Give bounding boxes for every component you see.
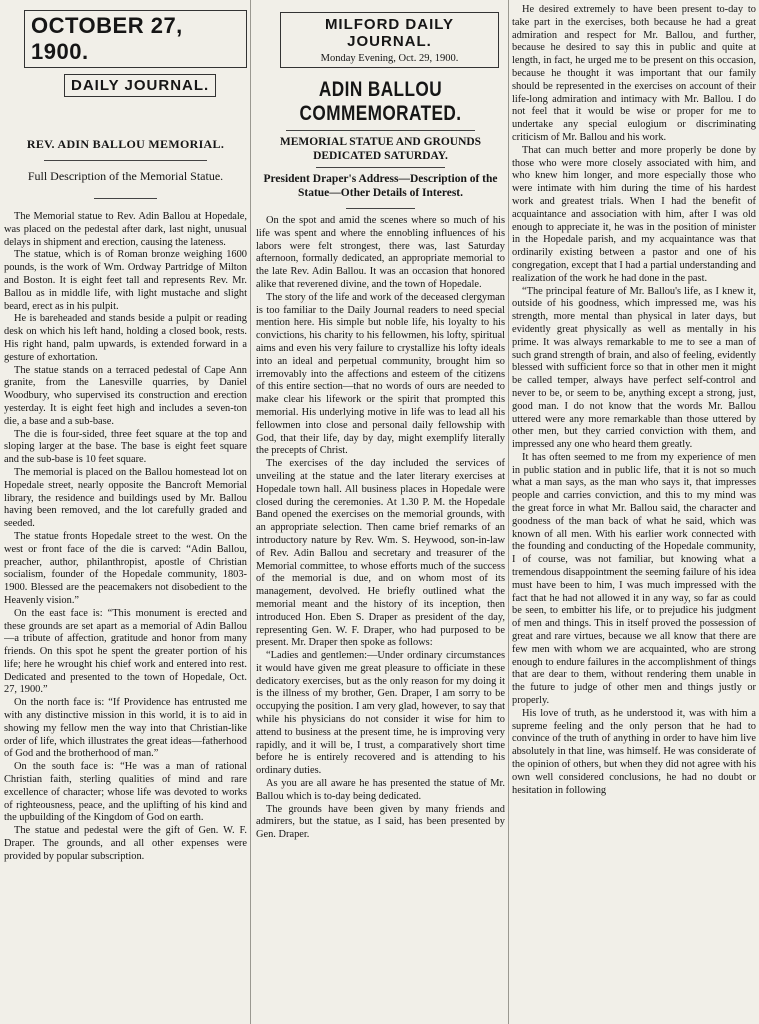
article1-paragraph: On the east face is: “This monument is erected and these grounds are set apart as a memorial of Adin Ballou—a tribute of affection, gratitude and honor from many friends. On this spot he spent the greater portion of his life; here he wrought his chief work and entered into rest. Dedicated and presented to the town of Hopedale, Oct. 27, 1900.” [4,607,247,696]
article2-rule-deck [346,208,415,209]
article2-paragraph: The exercises of the day included the services of unveiling at the statue and the later literary exercises at Hopedale town hall. All business places in Hopedale were closed during the ceremonies. At 1.30 P. M. the Hopedale Band opened the exercises on the memorial grounds, with an appropriate selection. Then came brief remarks of an introductory nature by Rev. Wm. S. Heywood, son-in-law of Rev. Adin Ballou and secretary and treasurer of the Memorial committee, to whose efforts much of the success of the memorial is due, and on whom most of its management, devolved. He briefly outlined what the memorial meant and the history of its inception, then introduced Hon. Eben S. Draper as president of the day, representing Gen. W. F. Draper, who had purposed to be present. Mr. Draper then spoke as follows: [256,458,505,649]
article2-paragraph: On the spot and amid the scenes where so much of his life was spent and where the ennobling influences of his labors were felt strongest, there was, last Saturday afternoon, formally dedicated, an appropriate memorial to the late Rev. Adin Ballou. It was an occasion that honored alike that reverened divine, and the town of Hopedale. [256,215,505,290]
article2-paragraph: The story of the life and work of the deceased clergyman is too familiar to the Daily Journal readers to need special mention here. His simple but noble life, his loyalty to his convictions, his charity to his fellowmen, his lofty, spiritual aims and even his very failure to crystallize his lofty ideals into an ideal and perpetual community, brought him so irremovably into the affections and esteem of the citizens of this entire section—that no words of ours are needed to make clear his lifework or the spirit that prompted this memorial. His underlying motive in life was to lead all his fellowmen into close and personal daily fellowship with God, that their life, day by day, might exemplify literally the precepts of Christ. [256,291,505,457]
article2-continuation-paragraph: He desired extremely to have been present to-day to take part in the exercises, both because he had a great admiration and respect for Mr. Ballou, and further, because he desired to say this in public and quite at length, in fact, he urged me to be present on this occasion, because he thought it was important that our family should be represented in the exercises on account of their life-long admiration and intimacy with Mr. Ballou. I do not feel that it would be wise or proper for me to undertake any special eulogium or discriminating criticism of Mr. Ballou and his work. [512,4,756,143]
article1-paragraph: The die is four-sided, three feet square at the top and sloping larger at the base. The base is eight feet square and the sub-base is 10 feet square. [4,428,247,466]
article1-paragraph: On the south face is: “He was a man of rational Christian faith, sterling qualities of mind and rare excellence of character; whose life was devoted to works of righteousness, peace, and the uplifting of his kind and the upbuilding of the Kingdom of God on earth. [4,761,247,824]
article2-continuation-paragraph: “The principal feature of Mr. Ballou's life, as I knew it, outside of his goodness, which impressed me, was his strength, more mental than physical in later days, but evidently great physically as well as mentally in his prime. It was always remarkable to me to see a man of such grand strength of brain, and also of feeling, evidently blessed with sufficient force so that in other men it might be called temper, always have perfect self-control and never to be, or seem to be, anything except a strong, just, good man. I do not know that the words Mr. Ballou uttered were any more remarkable than those uttered by other men, but they carried conviction with them, and impressed any one who heard them greatly. [512,285,756,451]
article1-paragraph: On the north face is: “If Providence has entrusted me with any distinctive mission in this world, it is to aid in showing my fellow men the way into that Christian-like order of life, which illustrates the great ideas—fatherhood of God and the brotherhood of man.” [4,697,247,760]
article2-headline: ADIN BALLOU COMMEMORATED. [299,78,462,125]
article1-paragraph: He is bareheaded and stands beside a pulpit or reading desk on which his left hand, holding a closed book, rests. His right hand, palm upwards, is extended forward in a gesture of exhortation. [4,313,247,363]
article1-headline: REV. ADIN BALLOU MEMORIAL. [26,137,225,151]
article2-rule [286,130,475,131]
article1-paragraph: The statue fronts Hopedale street to the west. On the west or front face of the die is carved: “Adin Ballou, preacher, author, philanthropist, apostle of Christian socialism, founder of the Hopedale community, 1803-1900. Blessed are the peacemakers not disobedient to the Heavenly vision.” [4,530,247,606]
article1-paragraph: The Memorial statue to Rev. Adin Ballou at Hopedale, was placed on the pedestal after dark, last night, unusual delays in shipment and erection, causing the lateness. [4,211,247,248]
masthead-issue-date: Monday Evening, Oct. 29, 1900. [320,53,459,64]
article1-rule-lower [94,198,157,199]
article2-paragraph: The grounds have been given by many friends and admirers, but the statue, as I said, has been presented by Gen. Draper. [256,803,505,841]
article2-paragraph: “Ladies and gentlemen:—Under ordinary circumstances it would have given me great pleasure to officiate in these dedicatory exercises, but as the only reason for my doing it is the illness of my brother, Gen. Draper, I am sorry to be occupying the position. I am very glad, however, to say that while his physicians do not consider it wise for him to attend to business at the present time, he is improving very rapidly, and it will be, I trust, a comparatively short time before he is entirely recovered and is attending to his ordinary duties. [256,650,505,777]
column-article-memorial [4,4,247,1022]
article2-continuation-body [512,4,756,797]
article2-continuation-paragraph: His love of truth, as he understood it, was with him a supreme feeling and the only person that he had to convince of the truth of anything in order to have him live absolutely in that line, was himself. He was considerate of the opinion of others, but when they did not agree with his own well considered conclusions, he had no doubt or hesitation in following [512,707,756,796]
column-rule-left [250,0,251,1024]
article2-rule-lower [316,167,445,168]
column-article-commemorated [256,4,505,1022]
article1-body [4,211,247,864]
article2-continuation-paragraph: That can much better and more properly be done by those who were more closely associated with him, and who knew him longer, and more especially those who were intimate with him during the time of his hardest work and greatest trials. When I had the benefit of acquaintance and association with him, after I was old enough to appreciate it, he was in the position of minister in the Hopedale parish, and my acquaintance was that ordinarily existing between a pastor and one of his congregation, except that I had a partial understanding and realization of the work he had done in the past. [512,144,756,284]
article1-rule [44,160,207,161]
article1-subhead: Full Description of the Memorial Statue. [27,169,224,183]
masthead [280,12,499,68]
clipping-paper-label: DAILY JOURNAL. [64,74,216,97]
column-rule-right [508,0,509,1024]
article1-paragraph: The statue and pedestal were the gift of Gen. W. F. Draper. The grounds, and all other expenses were provided by popular subscription. [4,825,247,862]
clipping-date-label: OCTOBER 27, 1900. [24,10,247,68]
article1-paragraph: The memorial is placed on the Ballou homestead lot on Hopedale street, nearly opposite the Bancroft Memorial library, the residence and buildings used by Mr. Ballou having been removed, and the lot carefully graded and seeded. [4,466,247,530]
article2-paragraph: As you are all aware he has presented the statue of Mr. Ballou which is to-day being dedicated. [256,778,505,802]
article1-paragraph: The statue, which is of Roman bronze weighing 1600 pounds, is the work of Wm. Ordway Partridge of Milton and Boston. It is eight feet tall and represents Rev. Mr. Ballou as in middle life, with light mustache and slight beard, erect as in his pulpit. [4,249,247,312]
article2-continuation-paragraph: It has often seemed to me from my experience of men in public station and in public life, that it is not so much what a man says, as the man who says it, that impresses people and carries conviction, and this to my mind was the great force in what Mr. Ballou said, the character and goodness of the man back of what he said, which was known of all men. With his earlier work connected with the founding and conducting of the Hopedale community, I of course, was not familiar, but knowing what a tremendous disappointment the seeming failure of his idea must have been to him, I was much impressed with the fact that he had not allowed it in any way, so far as could be seen, to embitter his life, or to prejudice his judgment of men and things. This in itself proved the possession of great and rare virtues, because we all know that there are few men with whom we are acquainted, who are strong enough to endure failures in the accomplishment of things that are dear to them, without rendering them unable in the future to judge of other men and things justly or properly. [512,451,756,707]
masthead-name: MILFORD DAILY JOURNAL. [324,16,455,50]
article1-paragraph: The statue stands on a terraced pedestal of Cape Ann granite, from the Lanesville quarries, by Daniel Woodbury, who supervised its construction and erection yesterday. It is eight feet high and includes a seven-ton die, a base and a sub-base. [4,364,247,427]
article2-subhead: MEMORIAL STATUE AND GROUNDS DEDICATED SATURDAY. [279,136,482,162]
column-article-continued [512,4,756,1022]
article2-deck: President Draper's Address—Description of the Statue—Other Details of Interest. [263,173,498,199]
article2-body [256,215,505,842]
